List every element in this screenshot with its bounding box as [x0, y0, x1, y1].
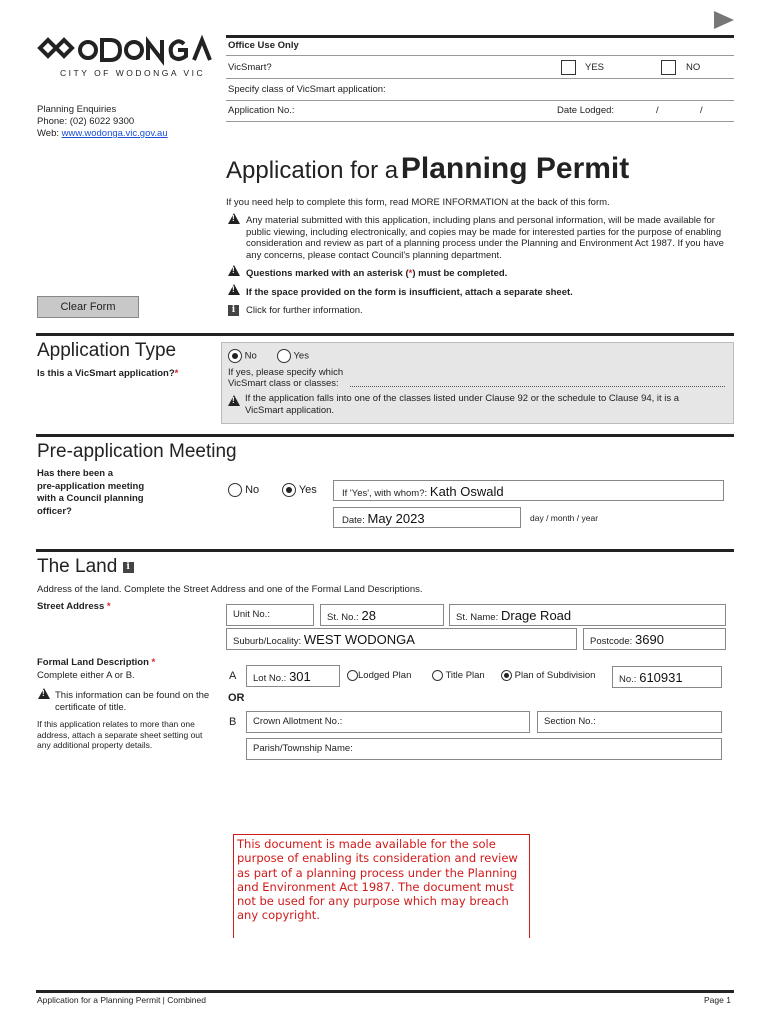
page-title	[226, 152, 629, 186]
unit-no-field[interactable]: Unit No.:	[226, 604, 314, 626]
vicsmart-question: Is this a VicSmart application?*	[37, 368, 179, 379]
postcode-field[interactable]: Postcode: 3690	[583, 628, 726, 650]
warning-space: If the space provided on the form is insufficient, attach a separate sheet.	[246, 287, 573, 298]
vicsmart-class-input[interactable]	[350, 386, 725, 387]
or-label: OR	[228, 692, 245, 704]
formal-land-note: If this application relates to more than one address, attach a separate sheet setting out any additional property details.	[37, 719, 203, 750]
lot-no-field[interactable]: Lot No.: 301	[246, 665, 340, 687]
warning-icon	[228, 284, 240, 295]
plan-of-subdivision-option[interactable]: Plan of Subdivision	[501, 670, 595, 681]
office-no-checkbox[interactable]	[661, 60, 676, 75]
warning-icon	[228, 265, 240, 276]
section-no-field[interactable]: Section No.:	[537, 711, 722, 733]
wodonga-logo-icon	[36, 34, 216, 66]
info-link-text[interactable]: Click for further information.	[246, 305, 363, 316]
formal-land-sub: Complete either A or B.	[37, 670, 135, 681]
warning-public-viewing: Any material submitted with this application, including plans and personal information, will be made available for public viewing, including electronically, and copies may be made for interested parties for the purpose of enabling consideration and review as part of a planning process under the Planning and Environment Act 1987. If you have any concerns, please contact Council's planning department.	[246, 215, 724, 261]
office-yes-label: YES	[585, 62, 605, 73]
parish-township-field[interactable]: Parish/Township Name:	[246, 738, 722, 760]
footer-title: Application for a Planning Permit | Combined	[37, 995, 206, 1005]
contact-heading: Planning Enquiries	[37, 104, 117, 115]
preapp-heading: Pre-application Meeting	[37, 441, 237, 462]
vicsmart-specify: If yes, please specify which VicSmart class or classes:	[228, 367, 344, 389]
lodged-plan-option[interactable]: Lodged Plan	[347, 670, 411, 681]
warning-icon	[38, 688, 50, 699]
date-format-hint: day / month / year	[530, 513, 599, 523]
street-name-field[interactable]: St. Name: Drage Road	[449, 604, 726, 626]
date-lodged-label: Date Lodged:	[557, 105, 615, 116]
contact-phone: Phone: (02) 6022 9300	[37, 116, 135, 127]
website-link[interactable]: www.wodonga.vic.gov.au	[61, 128, 168, 139]
title-light: Application for a	[226, 157, 399, 184]
warning-icon	[228, 213, 240, 224]
vicsmart-label: VicSmart?	[228, 62, 272, 73]
warning-icon	[228, 395, 240, 406]
vicsmart-yes-option[interactable]: Yes	[277, 349, 309, 363]
formal-land-label: Formal Land Description *	[37, 657, 156, 668]
logo-subtitle: CITY OF WODONGA VIC	[60, 68, 206, 78]
copyright-disclaimer: This document is made available for the sole purpose of enabling its consideration and review as part of a planning process under the Planning and Environment Act 1987. The document must not be used for any purpose which may breach any copyright.	[233, 834, 530, 938]
office-yes-checkbox[interactable]	[561, 60, 576, 75]
clear-form-button[interactable]: Clear Form	[37, 296, 139, 318]
suburb-field[interactable]: Suburb/Locality: WEST WODONGA	[226, 628, 577, 650]
info-icon[interactable]: i	[228, 304, 239, 316]
preapp-whom-field[interactable]: If 'Yes', with whom?: Kath Oswald	[333, 480, 724, 501]
vicsmart-note: If the application falls into one of the classes listed under Clause 92 or the schedule to Clause 94, it is a VicSmart application.	[245, 393, 680, 416]
preapp-no-option[interactable]: No	[228, 483, 259, 497]
preapp-question: Has there been a pre-application meeting with a Council planning officer?	[37, 468, 145, 517]
title-plan-option[interactable]: Title Plan	[432, 670, 485, 681]
warning-asterisk: Questions marked with an asterisk (*) must be completed.	[246, 268, 508, 279]
title-bold: Planning Permit	[400, 152, 630, 185]
option-b-label: B	[229, 716, 237, 728]
crown-allotment-field[interactable]: Crown Allotment No.:	[246, 711, 530, 733]
preapp-date-field[interactable]: Date: May 2023	[333, 507, 521, 528]
option-a-label: A	[229, 670, 237, 682]
logo	[36, 34, 216, 82]
office-no-label: NO	[686, 62, 701, 73]
date-slash: /	[656, 105, 659, 116]
application-no-label: Application No.:	[228, 105, 295, 116]
application-type-heading: Application Type	[37, 340, 177, 361]
street-no-field[interactable]: St. No.: 28	[320, 604, 444, 626]
web-label: Web:	[37, 128, 60, 139]
specify-class-label: Specify class of VicSmart application:	[228, 84, 386, 95]
help-text: If you need help to complete this form, read MORE INFORMATION at the back of this form.	[226, 197, 610, 208]
office-use-title: Office Use Only	[228, 40, 299, 51]
land-description: Address of the land. Complete the Street Address and one of the Formal Land Descriptions.	[37, 584, 423, 595]
page-number: Page 1	[704, 995, 731, 1005]
next-page-arrow-icon[interactable]	[713, 10, 735, 30]
street-address-label: Street Address *	[37, 601, 111, 612]
contact-block	[37, 104, 168, 140]
date-slash: /	[700, 105, 703, 116]
preapp-yes-option[interactable]: Yes	[282, 483, 317, 497]
land-heading: The Land i	[37, 556, 134, 578]
formal-land-warning: This information can be found on the certificate of title.	[55, 690, 210, 713]
land-info-icon[interactable]: i	[123, 562, 134, 573]
vicsmart-no-option[interactable]: No	[228, 349, 257, 363]
plan-no-field[interactable]: No.: 610931	[612, 666, 722, 688]
